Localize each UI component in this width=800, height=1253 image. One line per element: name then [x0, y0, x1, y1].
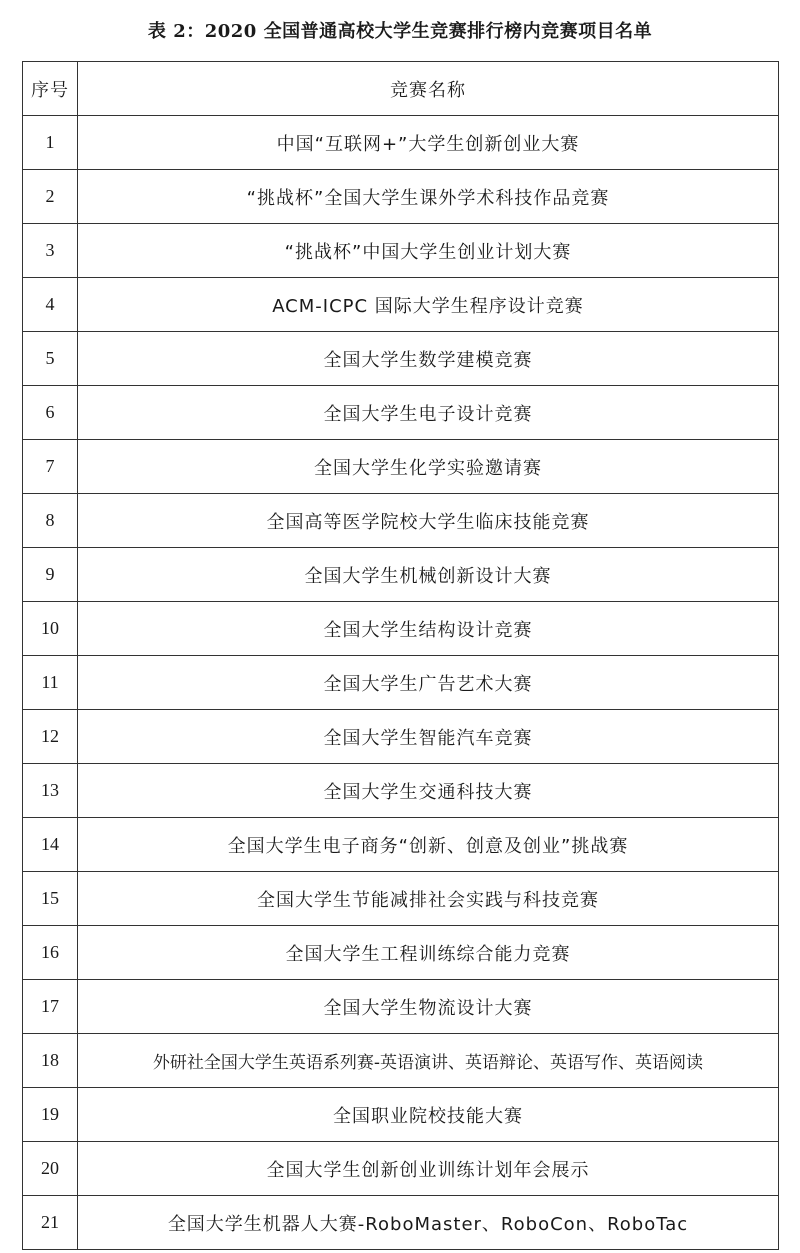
- row-index: 20: [23, 1142, 78, 1196]
- row-name: 全国大学生机械创新设计大赛: [78, 548, 779, 602]
- row-index: 4: [23, 278, 78, 332]
- table-row: [23, 1034, 779, 1088]
- table-row: [23, 386, 779, 440]
- row-name: 全国大学生智能汽车竞赛: [78, 710, 779, 764]
- row-name: 全国大学生电子商务“创新、创意及创业”挑战赛: [78, 818, 779, 872]
- row-index: 16: [23, 926, 78, 980]
- table-row: [23, 278, 779, 332]
- row-name: 全国大学生工程训练综合能力竞赛: [78, 926, 779, 980]
- row-index: 13: [23, 764, 78, 818]
- row-name: 全国大学生结构设计竞赛: [78, 602, 779, 656]
- header-row: [23, 62, 779, 116]
- row-name: “挑战杯”中国大学生创业计划大赛: [78, 224, 779, 278]
- row-name: 全国大学生节能减排社会实践与科技竞赛: [78, 872, 779, 926]
- row-index: 15: [23, 872, 78, 926]
- row-index: 8: [23, 494, 78, 548]
- table-row: [23, 440, 779, 494]
- table-row: [23, 818, 779, 872]
- table-row: [23, 548, 779, 602]
- row-name: 全国大学生交通科技大赛: [78, 764, 779, 818]
- row-index: 14: [23, 818, 78, 872]
- row-name: 全国职业院校技能大赛: [78, 1088, 779, 1142]
- row-index: 1: [23, 116, 78, 170]
- table-row: [23, 1142, 779, 1196]
- row-index: 11: [23, 656, 78, 710]
- row-name: ACM-ICPC 国际大学生程序设计竞赛: [78, 278, 779, 332]
- row-name: 全国大学生创新创业训练计划年会展示: [78, 1142, 779, 1196]
- row-index: 17: [23, 980, 78, 1034]
- row-name: 全国大学生物流设计大赛: [78, 980, 779, 1034]
- table-row: [23, 170, 779, 224]
- row-name: 中国“互联网+”大学生创新创业大赛: [78, 116, 779, 170]
- table-row: [23, 116, 779, 170]
- table-row: [23, 926, 779, 980]
- row-name: 外研社全国大学生英语系列赛-英语演讲、英语辩论、英语写作、英语阅读: [78, 1034, 779, 1088]
- row-name: 全国大学生机器人大赛-RoboMaster、RoboCon、RoboTac: [78, 1196, 779, 1250]
- row-index: 18: [23, 1034, 78, 1088]
- table-row: [23, 656, 779, 710]
- row-index: 21: [23, 1196, 78, 1250]
- row-index: 12: [23, 710, 78, 764]
- table-row: [23, 494, 779, 548]
- row-name: 全国大学生数学建模竞赛: [78, 332, 779, 386]
- table-row: [23, 602, 779, 656]
- row-index: 19: [23, 1088, 78, 1142]
- row-name: 全国大学生电子设计竞赛: [78, 386, 779, 440]
- table-title: 表 2：2020 全国普通高校大学生竞赛排行榜内竞赛项目名单: [147, 21, 653, 42]
- table-row: [23, 1196, 779, 1250]
- table-row: [23, 1088, 779, 1142]
- row-name: 全国大学生广告艺术大赛: [78, 656, 779, 710]
- table-row: [23, 224, 779, 278]
- table-row: [23, 710, 779, 764]
- row-index: 10: [23, 602, 78, 656]
- competition-table: [22, 61, 779, 1250]
- row-index: 6: [23, 386, 78, 440]
- header-name: 竞赛名称: [78, 62, 779, 116]
- table-row: [23, 764, 779, 818]
- row-name: “挑战杯”全国大学生课外学术科技作品竞赛: [78, 170, 779, 224]
- row-index: 5: [23, 332, 78, 386]
- row-name: 全国大学生化学实验邀请赛: [78, 440, 779, 494]
- row-index: 3: [23, 224, 78, 278]
- row-index: 7: [23, 440, 78, 494]
- row-name: 全国高等医学院校大学生临床技能竞赛: [78, 494, 779, 548]
- row-index: 9: [23, 548, 78, 602]
- table-row: [23, 872, 779, 926]
- row-index: 2: [23, 170, 78, 224]
- table-row: [23, 332, 779, 386]
- header-index: 序号: [23, 62, 78, 116]
- table-row: [23, 980, 779, 1034]
